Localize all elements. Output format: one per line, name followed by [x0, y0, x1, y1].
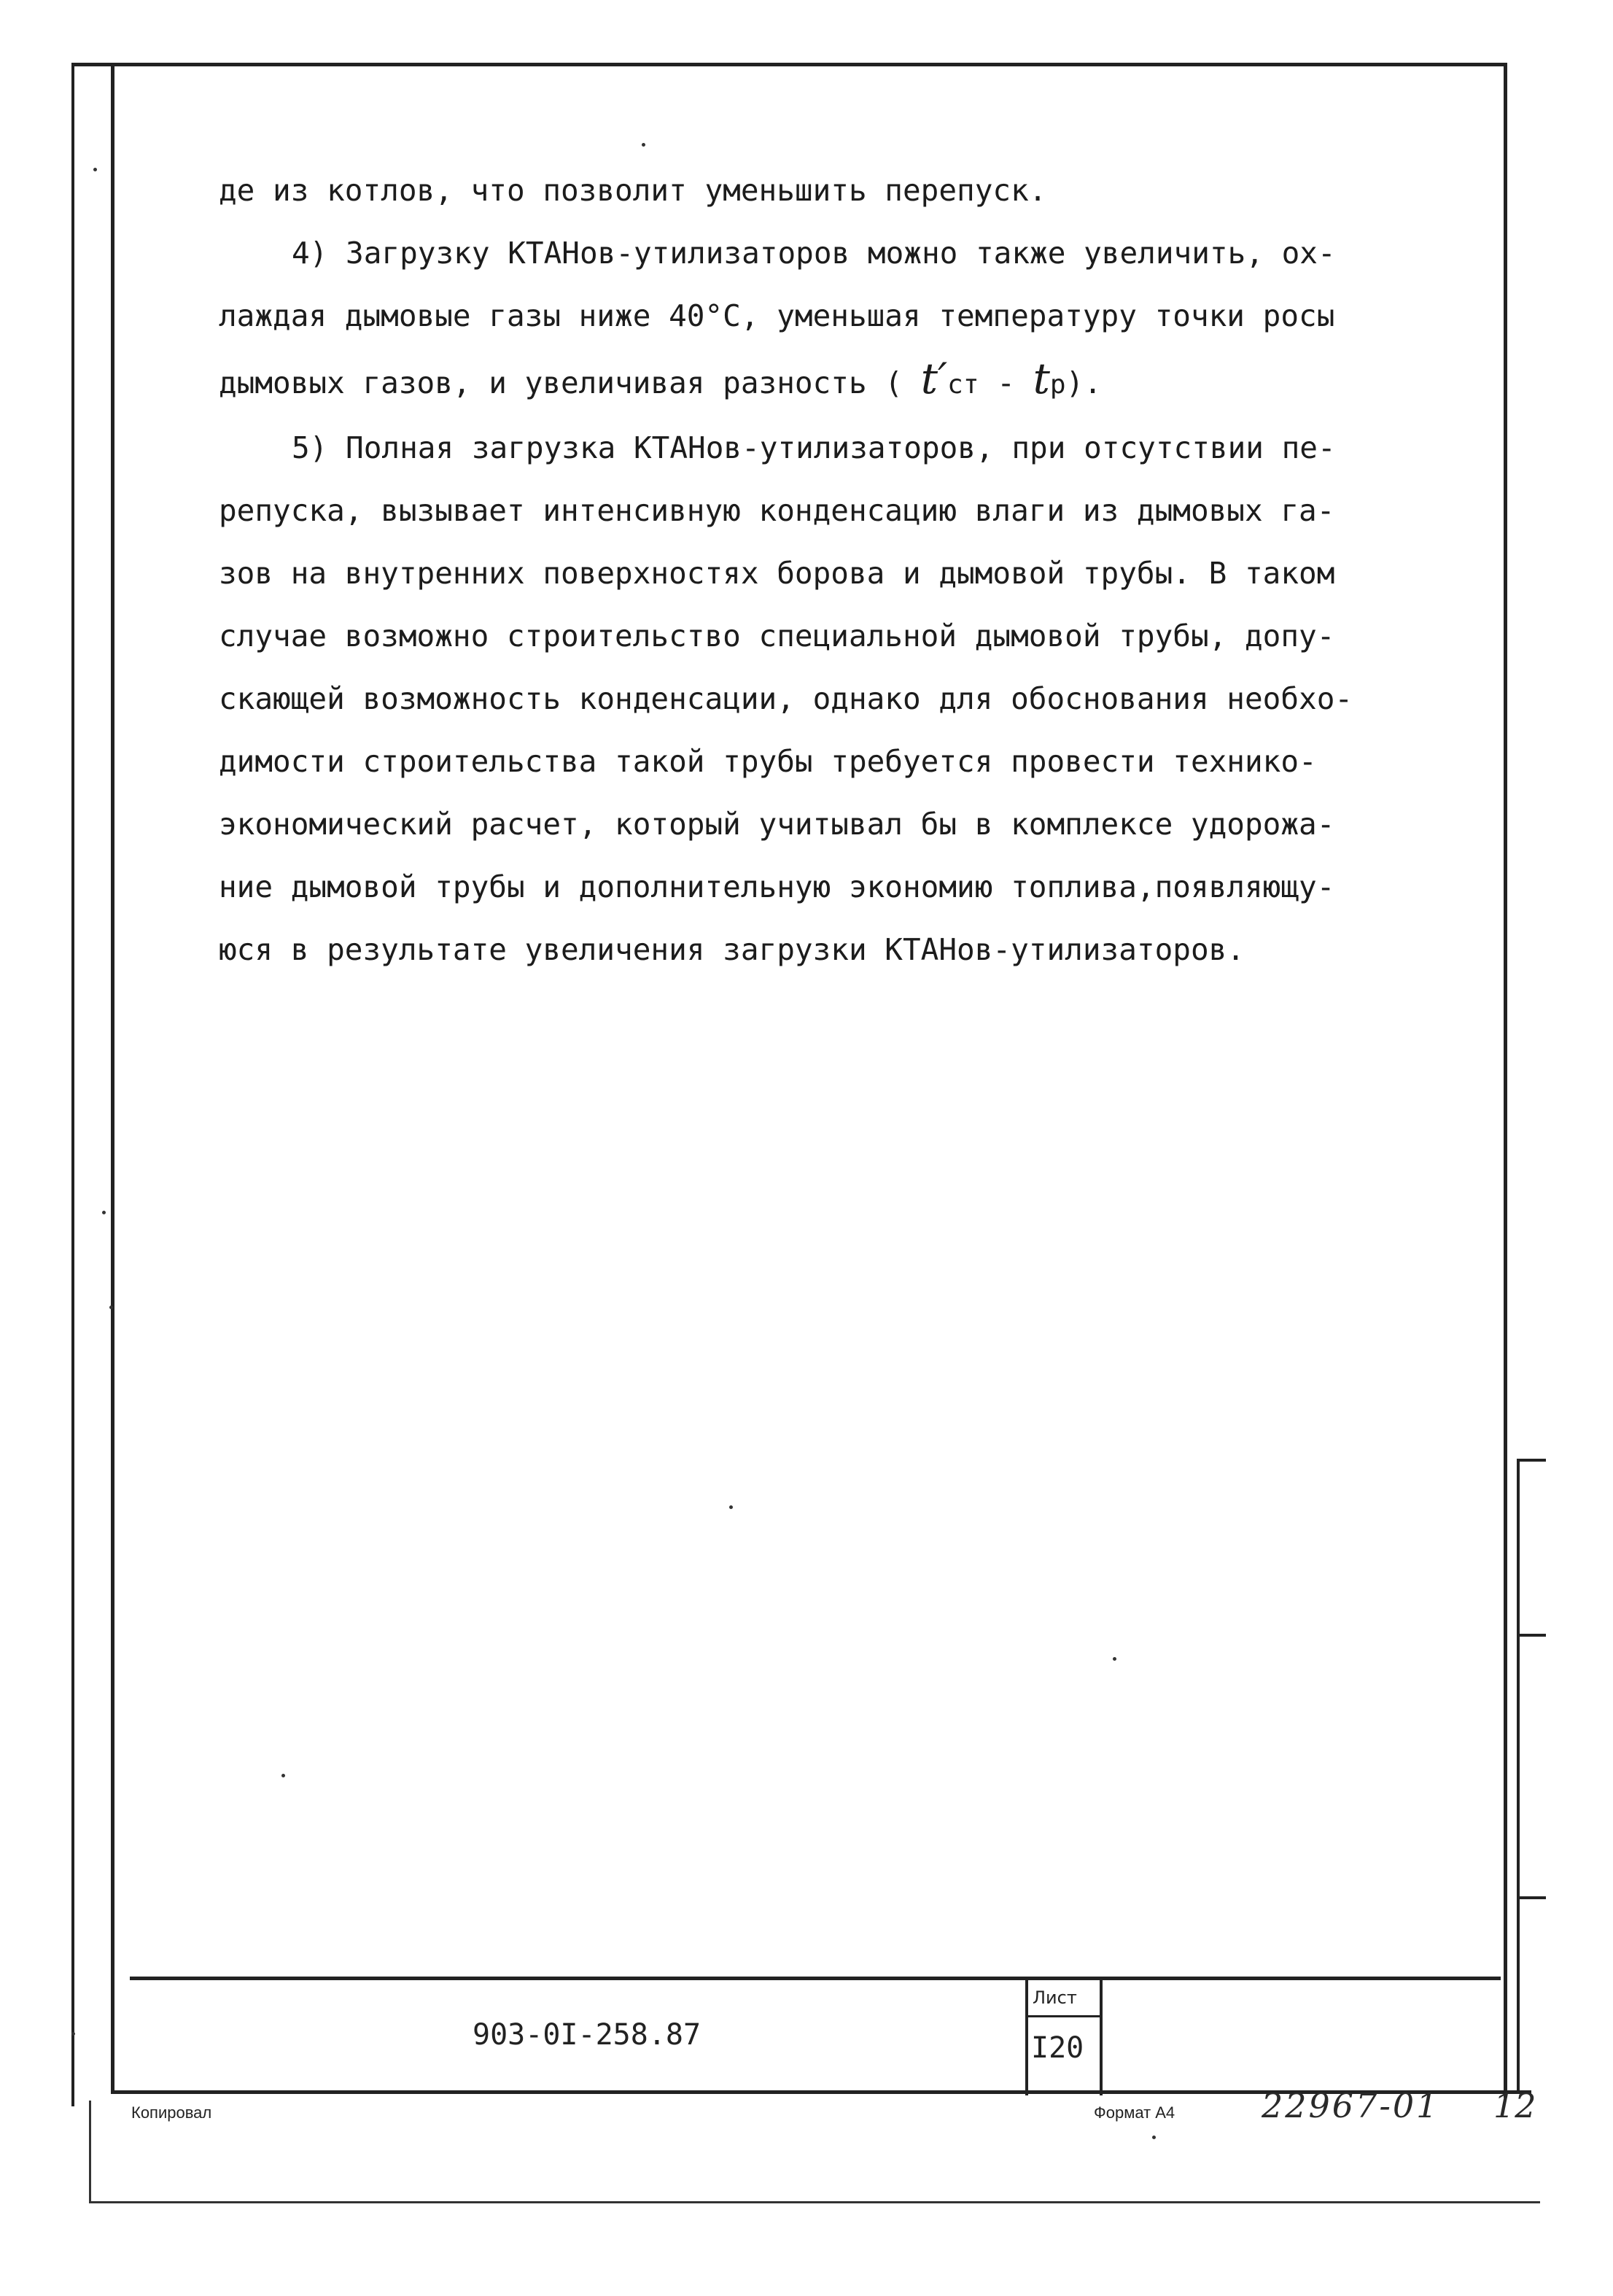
- text-line: 5) Полная загрузка КТАНов-утилизаторов, при отсутствии пе-: [292, 430, 1336, 465]
- text-line: экономический расчет, который учитывал бы в комплексе удорожа-: [219, 807, 1335, 842]
- scan-speck: [642, 143, 645, 147]
- frame-left-outer-border: [71, 64, 74, 2106]
- scan-edge-bottom: [89, 2201, 1540, 2203]
- scan-speck: [93, 168, 97, 171]
- title-block-divider: [1025, 1980, 1028, 2095]
- formula-t-dew: t: [1033, 354, 1050, 403]
- scan-speck: [71, 2032, 75, 2036]
- text-line: скающей возможность конденсации, однако для обоснования необхо-: [219, 681, 1353, 716]
- scan-speck: [281, 1774, 285, 1777]
- text-line: лаждая дымовые газы ниже 40°С, уменьшая температуру точки росы: [219, 298, 1335, 333]
- text-line: зов на внутренних поверхностях борова и дымовой трубы. В таком: [219, 556, 1335, 591]
- text-line: ние дымовой трубы и дополнительную экономию топлива,появляющу-: [219, 869, 1335, 904]
- formula-suffix: ).: [1065, 365, 1102, 400]
- footer-inventory-number: 22967-01: [1262, 2086, 1440, 2125]
- formula-prefix: дымовых газов, и увеличивая разность (: [219, 365, 903, 400]
- scan-speck: [1152, 2136, 1156, 2139]
- side-stamp-strip: [1517, 1459, 1546, 2093]
- side-strip-separator: [1520, 1634, 1546, 1637]
- scan-speck: [102, 1211, 106, 1214]
- scan-speck: [729, 1505, 733, 1509]
- scan-speck: [1113, 1657, 1116, 1661]
- formula-t-wall: t′: [920, 354, 948, 403]
- frame-right-border: [1504, 63, 1507, 2098]
- title-block-divider: [1025, 2015, 1103, 2017]
- formula-line: [219, 347, 1458, 416]
- formula-sub-wall: ст: [947, 370, 979, 400]
- scan-edge-left: [89, 2101, 91, 2203]
- footer-page-mark: 12: [1493, 2086, 1536, 2125]
- text-line: димости строительства такой трубы требуется провести технико-: [219, 744, 1317, 779]
- document-code: 903-0I-258.87: [473, 2018, 701, 2052]
- footer-format-label: Формат А4: [1094, 2103, 1175, 2122]
- text-line: 4) Загрузку КТАНов-утилизаторов можно также увеличить, ох-: [292, 236, 1336, 271]
- title-block-divider: [1100, 1980, 1103, 2095]
- body-text: [219, 159, 1458, 981]
- side-strip-separator: [1520, 1896, 1546, 1899]
- scan-speck: [109, 1306, 113, 1309]
- text-line: де из котлов, что позволит уменьшить перепуск.: [219, 173, 1047, 208]
- title-block: [130, 1977, 1501, 2095]
- footer-copied-label: Копировал: [131, 2103, 212, 2122]
- text-line: репуска, вызывает интенсивную конденсацию влаги из дымовых га-: [219, 493, 1335, 528]
- sheet-number: I20: [1031, 2031, 1084, 2065]
- text-line: юся в результате увеличения загрузки КТАНов-утилизаторов.: [219, 932, 1245, 967]
- frame-top-border: [71, 63, 1507, 66]
- sheet-label: Лист: [1033, 1987, 1077, 2008]
- formula-minus: -: [997, 365, 1033, 400]
- frame-left-inner-border: [111, 64, 114, 2093]
- formula-sub-dew: р: [1049, 370, 1066, 400]
- side-strip-separator: [1520, 1459, 1546, 1462]
- text-line: случае возможно строительство специальной дымовой трубы, допу-: [219, 618, 1335, 653]
